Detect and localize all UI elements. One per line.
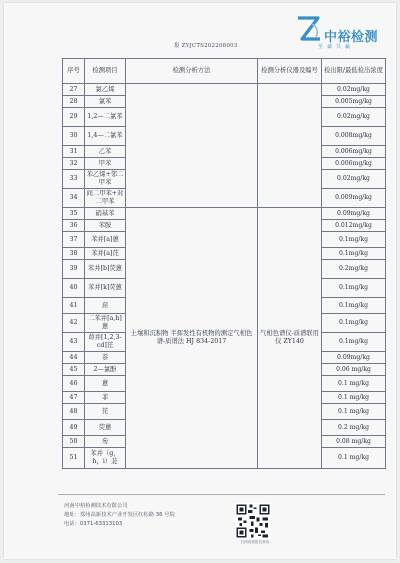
cell-no: 27 — [63, 84, 85, 96]
cell-limit: 0.2 mg/kg — [322, 420, 386, 436]
cell-item: 1,4—二氯苯 — [85, 127, 126, 146]
cell-item: 硝基苯 — [85, 208, 126, 220]
cell-no: 50 — [63, 436, 85, 448]
test-methods-table — [62, 58, 386, 469]
cell-item: 苯并[a]蒽 — [85, 232, 126, 248]
cell-limit: 0.006mg/kg — [322, 158, 386, 170]
table-body — [63, 84, 386, 469]
cell-item: 氯苯 — [85, 96, 126, 108]
cell-no: 40 — [63, 279, 85, 298]
cell-no: 33 — [63, 170, 85, 189]
cell-limit: 0.02mg/kg — [322, 108, 386, 127]
cell-limit: 0.1mg/kg — [322, 298, 386, 314]
cell-no: 32 — [63, 158, 85, 170]
cell-item: 芘 — [85, 404, 126, 420]
cell-limit: 0.012mg/kg — [322, 220, 386, 232]
cell-method: 土壤和沉积物 半挥发性有机物的测定气相色谱-质谱法 HJ 834-2017 — [126, 208, 258, 469]
cell-limit: 0.06 mg/kg — [322, 364, 386, 376]
header-method: 检测分析方法 — [126, 59, 258, 84]
cell-limit: 0.1 mg/kg — [322, 404, 386, 420]
cell-limit: 0.009mg/kg — [322, 189, 386, 208]
cell-no: 44 — [63, 352, 85, 364]
cell-limit: 0.1mg/kg — [322, 333, 386, 352]
cell-item: 苯并[k]荧蒽 — [85, 279, 126, 298]
cell-no: 51 — [63, 448, 85, 469]
cell-limit: 0.006mg/kg — [322, 146, 386, 158]
cell-limit: 0.1 mg/kg — [322, 376, 386, 392]
cell-no: 49 — [63, 420, 85, 436]
cell-no: 29 — [63, 108, 85, 127]
cell-limit: 0.02mg/kg — [322, 84, 386, 96]
qr-caption: 扫码查看报告真伪 — [240, 540, 270, 544]
cell-item: 茚并[1,2,3-cd]芘 — [85, 333, 126, 352]
header-instrument: 检测分析仪器及编号 — [258, 59, 322, 84]
logo-slogan: 至 诚 共 赢 — [318, 44, 352, 50]
cell-no: 42 — [63, 314, 85, 333]
cell-limit: 0.1 mg/kg — [322, 448, 386, 469]
table-row — [63, 208, 386, 220]
cell-no: 46 — [63, 376, 85, 392]
cell-item: 间二甲苯+对二甲苯 — [85, 189, 126, 208]
cell-limit: 0.09mg/kg — [322, 208, 386, 220]
cell-limit: 0.1mg/kg — [322, 314, 386, 333]
cell-item: 苯乙烯+邻二甲苯 — [85, 170, 126, 189]
cell-item: 2—氯酚 — [85, 364, 126, 376]
table-header-row — [63, 59, 386, 84]
cell-no: 41 — [63, 298, 85, 314]
report-number: 报 ZYJCTS202208003 — [174, 43, 238, 49]
cell-item: 苯并[b]荧蒽 — [85, 260, 126, 279]
cell-item: 二苯并[a,h]蒽 — [85, 314, 126, 333]
cell-limit: 0.08 mg/kg — [322, 436, 386, 448]
table-row — [63, 84, 386, 96]
cell-item: 1,2—二氯苯 — [85, 108, 126, 127]
header-limit: 检出限/最低检出浓度 — [322, 59, 386, 84]
cell-item: 菲 — [85, 392, 126, 404]
cell-item: 甲苯 — [85, 158, 126, 170]
cell-no: 43 — [63, 333, 85, 352]
cell-no: 39 — [63, 260, 85, 279]
cell-item: 䓛 — [85, 298, 126, 314]
cell-no: 34 — [63, 189, 85, 208]
cell-no: 28 — [63, 96, 85, 108]
header-no: 序号 — [63, 59, 85, 84]
cell-limit: 0.1 mg/kg — [322, 392, 386, 404]
cell-item: 芴 — [85, 436, 126, 448]
cell-no: 30 — [63, 127, 85, 146]
cell-limit: 0.02mg/kg — [322, 170, 386, 189]
cell-instrument — [258, 84, 322, 208]
cell-no: 37 — [63, 232, 85, 248]
cell-limit: 0.1mg/kg — [322, 232, 386, 248]
cell-item: 苯胺 — [85, 220, 126, 232]
cell-instrument: 气相色谱仪-质谱联用仪 ZY140 — [258, 208, 322, 469]
cell-item: 氯乙烯 — [85, 84, 126, 96]
cell-item: 萘 — [85, 352, 126, 364]
cell-no: 45 — [63, 364, 85, 376]
footer-phone: 电话：0371-63313103 — [64, 521, 123, 527]
cell-item: 蒽 — [85, 376, 126, 392]
cell-no: 47 — [63, 392, 85, 404]
cell-limit: 0.09mg/kg — [322, 352, 386, 364]
qr-code-icon — [235, 503, 271, 539]
header-item: 检测项目 — [85, 59, 126, 84]
cell-no: 31 — [63, 146, 85, 158]
logo-name: 中裕检测 — [324, 30, 379, 45]
cell-item: 苯并[a]芘 — [85, 248, 126, 260]
cell-no: 35 — [63, 208, 85, 220]
cell-item: 乙苯 — [85, 146, 126, 158]
footer-address: 地址：郑州高新技术产业开发区红松路 36 号院 — [64, 512, 175, 518]
footer-info — [64, 502, 175, 529]
cell-limit: 0.2mg/kg — [322, 260, 386, 279]
cell-limit: 0.008mg/kg — [322, 127, 386, 146]
cell-item: 苯并（g，h，i）苝 — [85, 448, 126, 469]
footer-divider — [58, 494, 385, 495]
cell-method — [126, 84, 258, 208]
cell-no: 48 — [63, 404, 85, 420]
cell-no: 38 — [63, 248, 85, 260]
company-logo — [294, 13, 394, 55]
cell-limit: 0.1mg/kg — [322, 279, 386, 298]
cell-item: 荧蒽 — [85, 420, 126, 436]
footer-company: 河南中裕检测技术有限公司 — [64, 503, 128, 509]
cell-limit: 0.1mg/kg — [322, 248, 386, 260]
logo-mark-icon — [294, 13, 324, 47]
cell-no: 36 — [63, 220, 85, 232]
cell-limit: 0.005mg/kg — [322, 96, 386, 108]
